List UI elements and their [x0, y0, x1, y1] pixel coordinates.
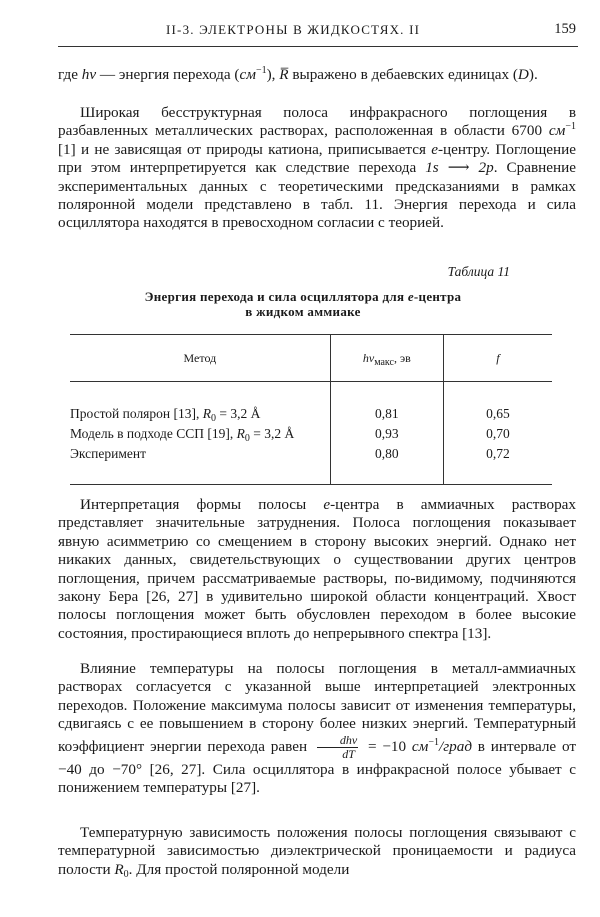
column-header-method: Метод: [70, 335, 330, 382]
cell-method: Модель в подходе ССП [19], $R_0 = 3,2$ Å: [70, 426, 295, 444]
cell-energy: 0,93: [330, 424, 443, 444]
table-header-row: [70, 335, 552, 382]
cell-energy: 0,80: [330, 444, 443, 485]
running-title: II-3. ЭЛЕКТРОНЫ В ЖИДКОСТЯХ. II: [166, 22, 421, 37]
running-header: [58, 20, 578, 47]
table-row: [70, 444, 552, 485]
paragraph-5: Температурную зависимость положения полосы поглощения связывают с температурной зависимостью диэлектрической проницаемости и радиуса полости $R_0$. Для простой поляронной модели: [58, 824, 576, 880]
paragraph-4: Влияние температуры на полосы поглощения в металл-аммиачных растворах согласуется с указанной выше интерпретацией электронных переходов. Положение максимума полосы зависит от изменения температуры, сдвигаясь с ее повышением в сторону более низких энергий. Температурный коэффициент энергии перехода равен $\frac{\text{dhν}}{dT}$ = −10 $см^{-1}$/град в интервале от −40 до −70° [26, 27]. Сила осциллятора в инфракрасной полосе убывает с понижением температуры [27].: [58, 660, 576, 797]
paragraph-1: где hν — энергия перехода $(см^{-1})$, R̅ выражено в дебаевских единицах (D).: [58, 65, 538, 83]
cell-method: Простой полярон [13], $R_0 = 3,2$ Å: [70, 406, 261, 424]
cell-f: 0,65: [443, 382, 552, 425]
paragraph-3: Интерпретация формы полосы e-центра в аммиачных растворах представляет значительные затруднения. Полоса поглощения показывает явную асимметрию со смещением в сторону высоких энергий. Однако нет никаких данных, свидетельствующих о существовании других центров поглощения, причем рассматриваемые растворы, по-видимому, подчиняются закону Бера [26, 27] в удивительно широкой области концентраций. Хвост полосы поглощения может быть обусловлен переходом в более высокие состояния, простирающиеся вплоть до непрерывного спектра [13].: [58, 496, 576, 642]
cell-f: 0,70: [443, 424, 552, 444]
data-table: [70, 334, 552, 485]
fraction-dhv-dT: $\frac{\text{dhν}}{dT}$: [317, 734, 358, 761]
column-header-energy: $h\nu_{макс}$, эв: [330, 335, 443, 382]
cell-method: Эксперимент: [70, 444, 330, 485]
page-number: 159: [554, 21, 576, 37]
table-row: [70, 424, 552, 444]
column-header-f: f: [443, 335, 552, 382]
table-row: [70, 382, 552, 425]
table-title: Энергия перехода и сила осциллятора для e-центра в жидком аммиаке: [144, 289, 462, 319]
cell-energy: 0,81: [330, 382, 443, 425]
cell-f: 0,72: [443, 444, 552, 485]
table-caption: Таблица 11: [447, 264, 510, 279]
paragraph-2: Широкая бесструктурная полоса инфракрасного поглощения в разбавленных металлических растворах, расположенная в области 6700 $см^{-1}$ [1] и не зависящая от природы катиона, приписывается e-центру. Поглощение при этом интерпретируется как следствие перехода 1s ⟶ 2p. Сравнение экспериментальных данных с теоретическими предсказаниями в рамках поляронной модели представлено в табл. 11. Энергия перехода и сила осциллятора находятся в превосходном согласии с теорией.: [58, 104, 577, 232]
